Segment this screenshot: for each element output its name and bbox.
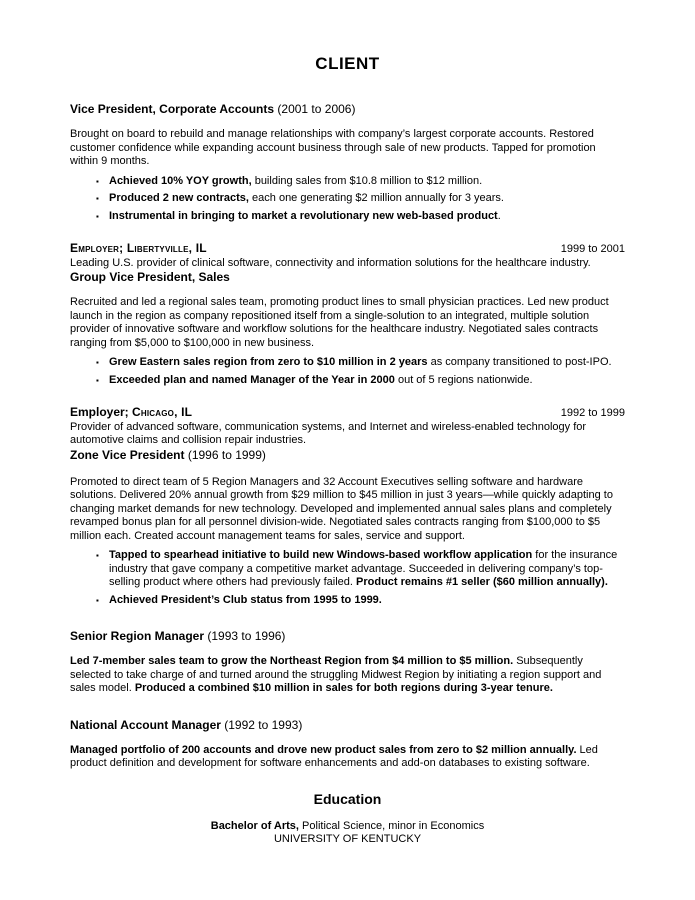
list-item <box>96 374 625 388</box>
education-degree: Bachelor of Arts, Political Science, minor in Economics <box>210 819 485 832</box>
employer-name: Employer; Chicago, IL <box>70 405 193 419</box>
job-heading-senior-region-manager: Senior Region Manager (1993 to 1996) <box>70 629 286 643</box>
achievement-list-vp-corporate <box>70 175 625 224</box>
achievement-text: Exceeded plan and named Manager of the Year in 2000 out of 5 regions nationwide. <box>109 373 533 386</box>
section-vp-corporate-accounts <box>70 102 625 223</box>
achievement-text: Grew Eastern sales region from zero to $10 million in 2 years as company transitioned to post-IPO. <box>109 356 612 368</box>
list-item <box>96 210 625 224</box>
job-summary-national-account-manager: Managed portfolio of 200 accounts and drove new product sales from zero to $2 million annually. Led product definition and development for software enhancements and add-on databases to existing software. <box>70 743 598 769</box>
job-summary-senior-region-manager: Led 7-member sales team to grow the Northeast Region from $4 million to $5 million. Subsequently selected to take charge of and turned around the struggling Midwest Region by initiating a region support and sales model. Produced a combined $10 million in sales for both regions during 3-year tenure. <box>70 655 602 694</box>
job-heading-zone-vice-president: Zone Vice President (1996 to 1999) <box>70 447 266 462</box>
section-employer-chicago <box>70 405 625 771</box>
section-education <box>70 791 625 847</box>
education-heading: Education <box>313 790 382 807</box>
education-school: UNIVERSITY OF KENTUCKY <box>273 833 422 845</box>
job-summary-vp-corporate-accounts: Brought on board to rebuild and manage relationships with company’s largest corporate accounts. Restored customer confidence while expanding account business through sale of new products. Tapped for promotion within 9 months. <box>70 128 596 167</box>
list-item <box>96 549 625 590</box>
list-item <box>96 594 625 608</box>
bullet-icon: ▪ <box>96 595 99 605</box>
employer-row-libertyville <box>70 241 625 257</box>
achievement-list-zone-vp <box>70 549 625 607</box>
bullet-icon: ▪ <box>96 211 99 221</box>
achievement-text: Tapped to spearhead initiative to build new Windows-based workflow application for the insurance industry that gave company a competitive market advantage. Succeeded in delivering company’s top-selling product where others had previously failed. Product remains #1 seller ($60 million annually). <box>109 549 618 588</box>
bullet-icon: ▪ <box>96 551 99 560</box>
bullet-icon: ▪ <box>96 194 99 203</box>
employer-name: Employer; Libertyville, IL <box>70 241 207 255</box>
list-item <box>96 192 625 206</box>
achievement-text: Achieved 10% YOY growth, building sales from $10.8 million to $12 million. <box>109 174 483 187</box>
section-employer-libertyville <box>70 241 625 387</box>
employer-description: Leading U.S. provider of clinical software, connectivity and information solutions for the healthcare industry. <box>70 256 591 269</box>
bullet-icon: ▪ <box>96 358 99 367</box>
achievement-text: Instrumental in bringing to market a revolutionary new web-based product. <box>109 209 501 222</box>
employer-dates: 1992 to 1999 <box>560 407 625 419</box>
achievement-list-group-vp <box>70 356 625 387</box>
job-summary-zone-vice-president: Promoted to direct team of 5 Region Managers and 32 Account Executives selling software and hardware solutions. Delivered 20% annual growth from $29 million to $45 million in just 3 years—while quickly adapting to changing market demands for new technology. Developed and implemented annual sales plans and completely revamped bonus plan for all personnel division-wide. Negotiated sales contracts ranging from $100,000 to $5 million each. Created account management teams for sales, service and support. <box>70 475 613 542</box>
employer-description: Provider of advanced software, communication systems, and Internet and wireless-enabled technology for automotive claims and collision repair industries. <box>70 420 587 446</box>
job-summary-group-vp-sales: Recruited and led a regional sales team, promoting product lines to small physician practices. Led new product launch in the region as company repositioned itself from a single-solution to an integrated, multiple solution provider of innovative software and workflow solutions for the healthcare industry. Negotiated sales contracts ranging from $5,000 to $100,000 in new business. <box>70 296 609 349</box>
list-item <box>96 175 625 189</box>
achievement-text: Achieved President’s Club status from 1995 to 1999. <box>109 593 382 606</box>
job-heading-national-account-manager: National Account Manager (1992 to 1993) <box>70 717 303 732</box>
employer-row-chicago <box>70 405 625 421</box>
list-item <box>96 356 625 370</box>
job-heading-group-vp-sales: Group Vice President, Sales <box>70 270 230 284</box>
job-heading-vp-corporate-accounts: Vice President, Corporate Accounts (2001 to 2006) <box>70 102 356 116</box>
achievement-text: Produced 2 new contracts, each one generating $2 million annually for 3 years. <box>109 192 504 204</box>
bullet-icon: ▪ <box>96 375 99 385</box>
document-title: CLIENT <box>315 54 380 73</box>
bullet-icon: ▪ <box>96 176 99 186</box>
employer-dates: 1999 to 2001 <box>560 243 625 255</box>
